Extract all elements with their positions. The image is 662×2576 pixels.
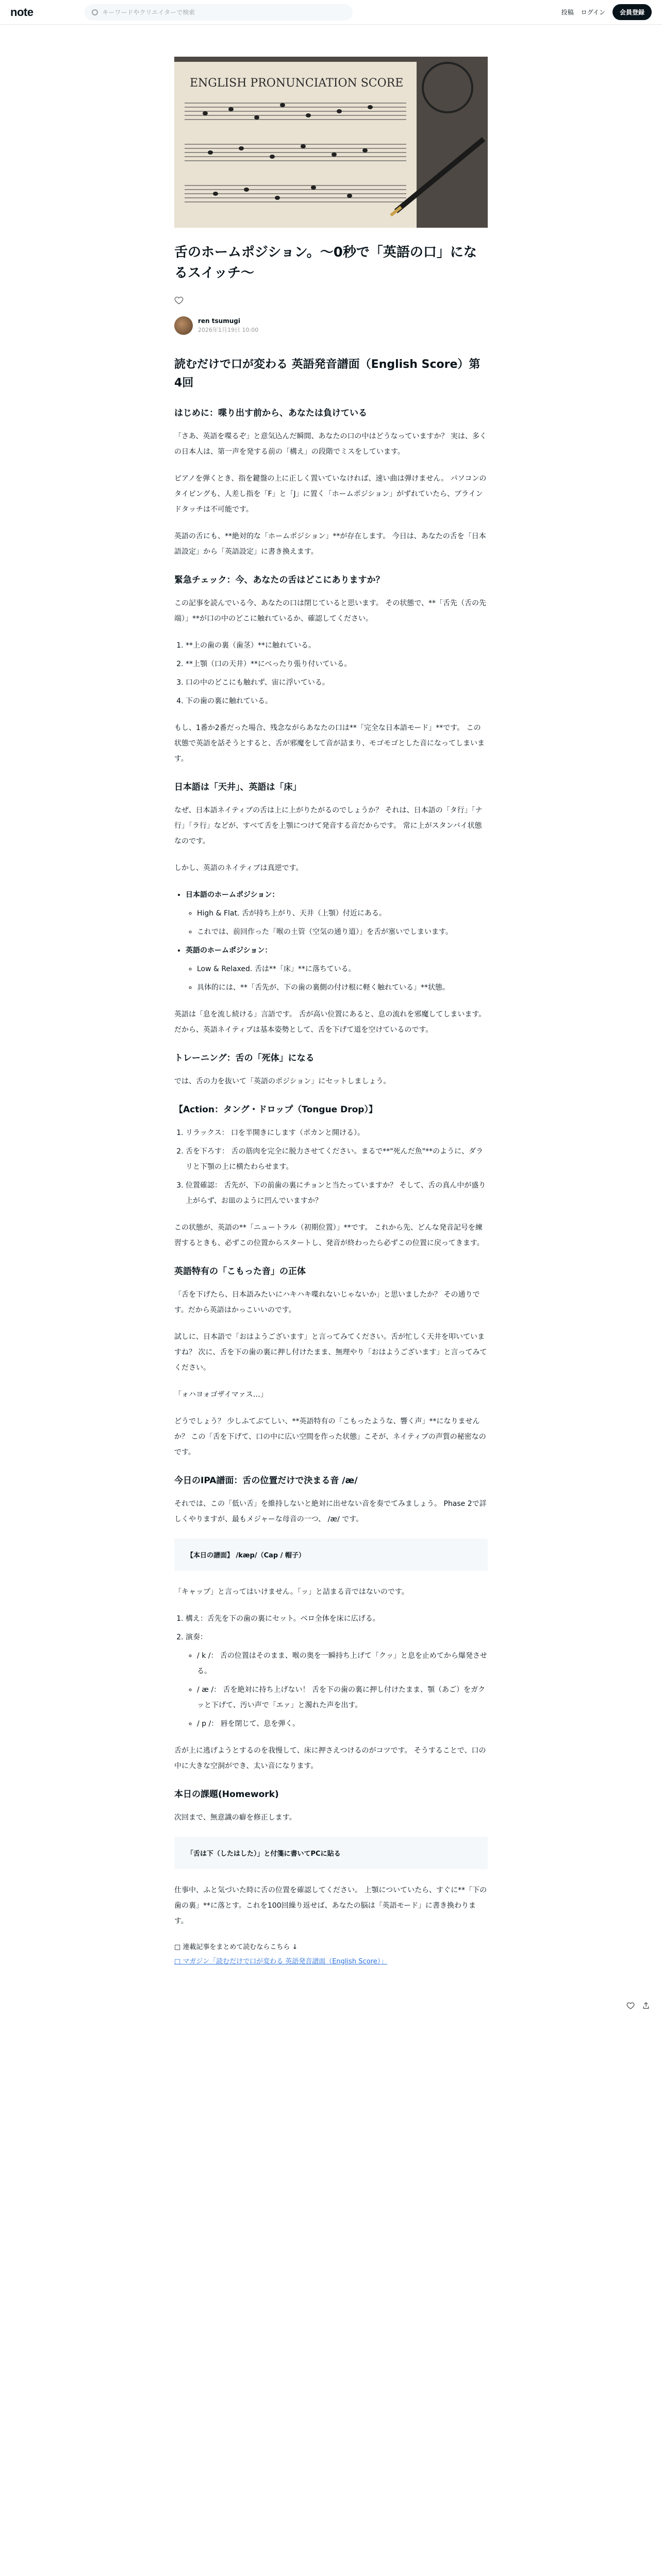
list-item: 1. 構え：舌先を下の歯の裏にセット。ベロ全体を床に広げる。 xyxy=(186,1611,488,1626)
homework-heading: 本日の課題(Homework) xyxy=(174,1789,279,1800)
magazine-link[interactable]: □ マガジン「読むだけで口が変わる 英語発音譜面（English Score）」 xyxy=(174,1958,388,1965)
search-placeholder: キーワードやクリエイターで検索 xyxy=(102,9,195,16)
search-input[interactable] xyxy=(85,4,353,21)
list-item: ◦ Low & Relaxed. 舌は**「床」**に落ちている。 xyxy=(197,961,488,977)
series-heading: 読むだけで口が変わる 英語発音譜面（English Score）第4回 xyxy=(174,358,481,389)
intro-heading: はじめに：喋り出す前から、あなたは負けている xyxy=(174,408,367,418)
paragraph: 次回まで、無意識の癖を修正します。 xyxy=(174,1814,296,1822)
jp-home-label: 日本語のホームポジション： xyxy=(186,891,279,899)
paragraph: それでは、この「低い舌」を維持しないと絶対に出せない音を奏でてみましょう。 Phase 2で詳しくやりますが、最もメジャーな母音の一つ、 /æ/ です。 xyxy=(174,1500,487,1523)
list-item: 3. 位置確認： 舌先が、下の前歯の裏にチョンと当たっていますか？ そして、舌の真ん中が盛り上がらず、お皿のように凹んでいますか？ xyxy=(186,1178,488,1209)
list-item: ◦ High & Flat. 舌が持ち上がり、天井（上顎）付近にある。 xyxy=(197,906,488,921)
login-button[interactable]: ログイン xyxy=(581,9,605,16)
paragraph: 舌が上に逃げようとするのを我慢して、床に押さえつけるのがコツです。 そうすることで、口の中に大きな空洞ができ、太い音になります。 xyxy=(174,1747,486,1770)
list-item: 2. 舌を下ろす： 舌の筋肉を完全に脱力させてください。まるで**"死んだ魚"**のように、ダラリと下顎の上に横たわらせます。 xyxy=(186,1144,488,1175)
paragraph: 仕事中、ふと気づいた時に舌の位置を確認してください。 上顎についていたら、すぐに**「下の歯の裏」**に落とす。これを100回繰り返せば、あなたの脳は「英語モード」に書き換わります。 xyxy=(174,1886,487,1925)
tenjo-heading: 日本語は「天井」、英語は「床」 xyxy=(174,782,302,792)
paragraph: 「ォハヨォゴザイマァス…」 xyxy=(174,1391,268,1399)
nested-list xyxy=(186,961,488,995)
check-list xyxy=(174,638,488,709)
action-heading: 【Action：タング・ドロップ（Tongue Drop）】 xyxy=(174,1105,377,1115)
paragraph: この記事を読んでいる今、あなたの口は閉じていると思います。 その状態で、**「舌先（舌の先端）」**が口の中のどこに触れているか、確認してください。 xyxy=(174,599,487,623)
paragraph: 英語は「息を流し続ける」言語です。 舌が高い位置にあると、息の流れを邪魔してしまいます。 だから、英語ネイティブは基本姿勢として、舌を下げて道を空けているのです。 xyxy=(174,1010,486,1034)
author-avatar[interactable] xyxy=(174,316,193,335)
ipa-heading: 今日のIPA譜面：舌の位置だけで決まる音 /æ/ xyxy=(174,1476,358,1486)
paragraph: しかし、英語のネイティブは真逆です。 xyxy=(174,864,303,872)
home-position-list xyxy=(174,887,488,995)
check-heading: 緊急チェック：今、あなたの舌はどこにありますか？ xyxy=(174,575,385,585)
author-row xyxy=(174,316,488,335)
series-links xyxy=(174,1940,488,1969)
training-heading: トレーニング：舌の「死体」になる xyxy=(174,1053,315,1063)
author-name[interactable]: ren tsumugi xyxy=(198,317,240,325)
share-icon[interactable] xyxy=(642,2002,650,2010)
floating-actions xyxy=(626,2002,650,2010)
paragraph: 「舌を下げたら、日本語みたいにハキハキ喋れないじゃないか」と思いましたか？ その通りです。だから英語はかっこいいのです。 xyxy=(174,1291,480,1314)
paragraph: 「キャップ」と言ってはいけません。「ッ」と詰まる音ではないのです。 xyxy=(174,1588,409,1596)
score-box: 【本日の譜面】 /kæp/（Cap / 帽子） xyxy=(174,1538,488,1571)
paragraph: では、舌の力を抜いて「英語のポジション」にセットしましょう。 xyxy=(174,1077,391,1086)
komotta-heading: 英語特有の「こもった音」の正体 xyxy=(174,1266,306,1277)
note-logo[interactable]: note xyxy=(10,5,34,19)
links-heading: □ 連載記事をまとめて読むならこちら ↓ xyxy=(174,1943,298,1951)
paragraph: この状態が、英語の**「ニュートラル（初期位置）」**です。 これから先、どんな発音記号を練習するときも、必ずこの位置からスタートし、発音が終わったら必ずこの位置に戻ってきます。 xyxy=(174,1224,484,1247)
article-body xyxy=(174,242,488,1969)
svg-text:ENGLISH PRONUNCIATION SCORE: ENGLISH PRONUNCIATION SCORE xyxy=(190,77,404,90)
signup-button[interactable]: 会員登録 xyxy=(613,4,652,20)
heart-icon[interactable] xyxy=(626,2002,635,2010)
play-list xyxy=(174,1611,488,1732)
paragraph: 試しに、日本語で「おはようございます」と言ってみてください。舌が忙しく天井を叩いていますね？ 次に、舌を下の歯の裏に押し付けたまま、無理やり「おはようございます」と言ってみてください。 xyxy=(174,1333,487,1372)
list-item: 1. リラックス： 口を半開きにします（ポカンと開ける）。 xyxy=(186,1125,488,1141)
list-item xyxy=(186,943,488,995)
list-item: ◦ / æ /： 舌を絶対に持ち上げない！ 舌を下の歯の裏に押し付けたまま、顎（あご）をガクッと下げて、汚い声で「エァ」と濁れた声を出す。 xyxy=(197,1682,488,1713)
paragraph: 英語の舌にも、**絶対的な「ホームポジション」**が存在します。 今日は、あなたの舌を「日本語設定」から「英語設定」に書き換えます。 xyxy=(174,532,486,556)
en-home-label: 英語のホームポジション： xyxy=(186,946,272,955)
paragraph: もし、1番か2番だった場合、残念ながらあなたの口は**「完全な日本語モード」**です。 この状態で英語を話そうとすると、舌が邪魔をして音が詰まり、モゴモゴとした音になってしまいます。 xyxy=(174,724,485,763)
paragraph: なぜ、日本語ネイティブの舌は上に上がりたがるのでしょうか？ それは、日本語の「タ行」「ナ行」「ラ行」などが、すべて舌を上顎につけて発音する音だからです。 常に上がスタンバイ状態なのです。 xyxy=(174,806,483,845)
list-item: ◦ / k /： 舌の位置はそのまま、喉の奥を一瞬持ち上げて「クッ」と息を止めてから爆発させる。 xyxy=(197,1648,488,1679)
list-item: ◦ これでは、前回作った「喉の土管（空気の通り道）」を舌が塞いでしまいます。 xyxy=(197,924,488,940)
list-item: 4. 下の歯の裏に触れている。 xyxy=(186,693,488,709)
homework-box: 「舌は下（したはした）」と付箋に書いてPCに貼る xyxy=(174,1837,488,1869)
like-heart-icon[interactable] xyxy=(174,296,184,305)
list-item: 2. **上顎（口の天井）**にべったり張り付いている。 xyxy=(186,656,488,672)
list-item xyxy=(186,1630,488,1732)
search-icon xyxy=(92,9,98,15)
hero-image xyxy=(174,57,488,228)
publish-date: 2026年1月19日 10:00 xyxy=(198,327,259,333)
paragraph: 「さあ、英語を喋るぞ」と意気込んだ瞬間、あなたの口の中はどうなっていますか？ 実は、多くの日本人は、第一声を発する前の「構え」の段階でミスをしています。 xyxy=(174,432,487,456)
list-item: ◦ / p /： 唇を閉じて、息を弾く。 xyxy=(197,1716,488,1732)
list-item: 1. **上の歯の裏（歯茎）**に触れている。 xyxy=(186,638,488,653)
article-title: 舌のホームポジション。〜0秒で「英語の口」になるスイッチ〜 xyxy=(174,245,477,281)
play-label: 演奏： xyxy=(186,1633,207,1641)
paragraph: ピアノを弾くとき、指を鍵盤の上に正しく置いていなければ、速い曲は弾けません。 パソコンのタイピングも、人差し指を「F」と「J」に置く「ホームポジション」がずれていたら、ブラインドタッチは不可能です。 xyxy=(174,474,487,514)
list-item xyxy=(186,887,488,940)
post-button[interactable]: 投稿 xyxy=(561,9,574,16)
list-item: ◦ 具体的には、**「舌先が、下の歯の裏側の付け根に軽く触れている」**状態。 xyxy=(197,980,488,995)
list-item: 3. 口の中のどこにも触れず、宙に浮いている。 xyxy=(186,675,488,690)
top-bar xyxy=(0,0,662,25)
action-list xyxy=(174,1125,488,1209)
nested-list xyxy=(186,1648,488,1732)
paragraph: どうでしょう？ 少しふてぶてしい、**英語特有の「こもったような、響く声」**になりませんか？ この「舌を下げて、口の中に広い空間を作った状態」こそが、ネイティブの声質の秘密なのです。 xyxy=(174,1417,486,1456)
nested-list xyxy=(186,906,488,940)
